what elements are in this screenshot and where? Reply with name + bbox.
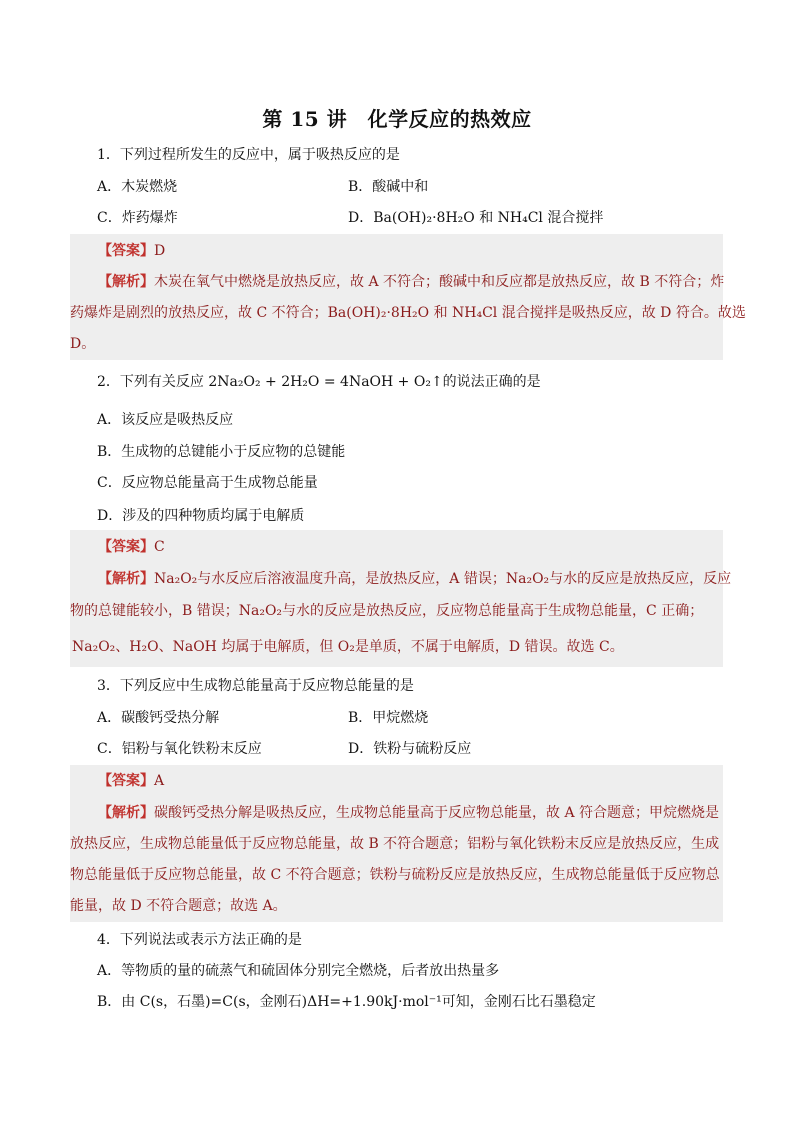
analysis-line-3: 物总能量低于反应物总能量，故 C 不符合题意；铁粉与硫粉反应是放热反应，生成物总能量低于反应物总 — [70, 867, 720, 883]
question-3-option-b: B．甲烷燃烧 — [348, 710, 429, 726]
question-2-option-d: D．涉及的四种物质均属于电解质 — [97, 508, 305, 524]
analysis-text: 碳酸钙受热分解是吸热反应，生成物总能量高于反应物总能量，故 A 符合题意；甲烷燃烧是 — [154, 805, 720, 821]
answer-row — [98, 537, 165, 557]
question-4-option-b: B．由 C(s，石墨)=C(s，金刚石)ΔH=+1.90kJ·mol⁻¹可知，金刚石比石墨稳定 — [97, 994, 596, 1010]
question-1-option-a: A．木炭燃烧 — [97, 179, 178, 195]
analysis-line-1 — [98, 272, 724, 292]
question-2-option-b: B．生成物的总键能小于反应物的总键能 — [97, 444, 346, 460]
analysis-line-3: D。 — [70, 336, 96, 352]
analysis-line-2: 物的总键能较小，B 错误；Na₂O₂与水的反应是放热反应，反应物总能量高于生成物总能量，C 正确； — [70, 603, 704, 619]
question-3-option-c: C．铝粉与氧化铁粉末反应 — [97, 741, 262, 757]
answer-box-1 — [70, 234, 746, 360]
analysis-tag: 【解析】 — [98, 805, 154, 821]
question-4-option-a: A．等物质的量的硫蒸气和硫固体分别完全燃烧，后者放出热量多 — [97, 963, 500, 979]
page-title: 第 15 讲 化学反应的热效应 — [262, 107, 532, 131]
question-1-option-b: B．酸碱中和 — [348, 179, 429, 195]
question-2-option-c: C．反应物总能量高于生成物总能量 — [97, 475, 318, 491]
question-2-option-a: A．该反应是吸热反应 — [97, 412, 234, 428]
answer-value: D — [154, 243, 166, 259]
answer-box-2 — [70, 530, 732, 667]
answer-tag: 【答案】 — [98, 539, 154, 555]
answer-row — [98, 771, 164, 791]
analysis-line-4: 能量，故 D 不符合题意；故选 A。 — [70, 898, 287, 914]
question-3-option-d: D．铁粉与硫粉反应 — [348, 741, 472, 757]
analysis-line-2: 放热反应，生成物总能量低于反应物总能量，故 B 不符合题意；铝粉与氧化铁粉末反应是放热反应，生成 — [70, 836, 720, 852]
analysis-line-1 — [98, 569, 731, 589]
answer-tag: 【答案】 — [98, 243, 154, 259]
analysis-line-1 — [98, 803, 719, 823]
answer-value: C — [154, 539, 165, 555]
answer-value: A — [154, 773, 165, 789]
analysis-line-3: Na₂O₂、H₂O、NaOH 均属于电解质，但 O₂是单质，不属于电解质，D 错误。故选 C。 — [72, 639, 624, 655]
question-2-stem: 2．下列有关反应 2Na₂O₂ + 2H₂O = 4NaOH + O₂↑的说法正确的是 — [97, 374, 541, 390]
analysis-text: Na₂O₂与水反应后溶液温度升高，是放热反应，A 错误；Na₂O₂与水的反应是放热反应，反应 — [154, 571, 732, 587]
answer-box-3 — [70, 765, 723, 922]
question-1-option-d: D．Ba(OH)₂·8H₂O 和 NH₄Cl 混合搅拌 — [348, 210, 604, 226]
analysis-tag: 【解析】 — [98, 571, 154, 587]
question-3-option-a: A．碳酸钙受热分解 — [97, 710, 220, 726]
answer-tag: 【答案】 — [98, 773, 154, 789]
question-4-stem: 4．下列说法或表示方法正确的是 — [97, 932, 302, 948]
question-3-stem: 3．下列反应中生成物总能量高于反应物总能量的是 — [97, 678, 414, 694]
question-1-option-c: C．炸药爆炸 — [97, 210, 178, 226]
question-1-stem: 1．下列过程所发生的反应中，属于吸热反应的是 — [97, 147, 400, 163]
answer-row — [98, 241, 165, 261]
analysis-line-2: 药爆炸是剧烈的放热反应，故 C 不符合；Ba(OH)₂·8H₂O 和 NH₄Cl 混合搅拌是吸热反应，故 D 符合。故选 — [70, 305, 746, 321]
analysis-text: 木炭在氧气中燃烧是放热反应，故 A 不符合；酸碱中和反应都是放热反应，故 B 不符合；炸 — [154, 274, 725, 290]
analysis-tag: 【解析】 — [98, 274, 154, 290]
